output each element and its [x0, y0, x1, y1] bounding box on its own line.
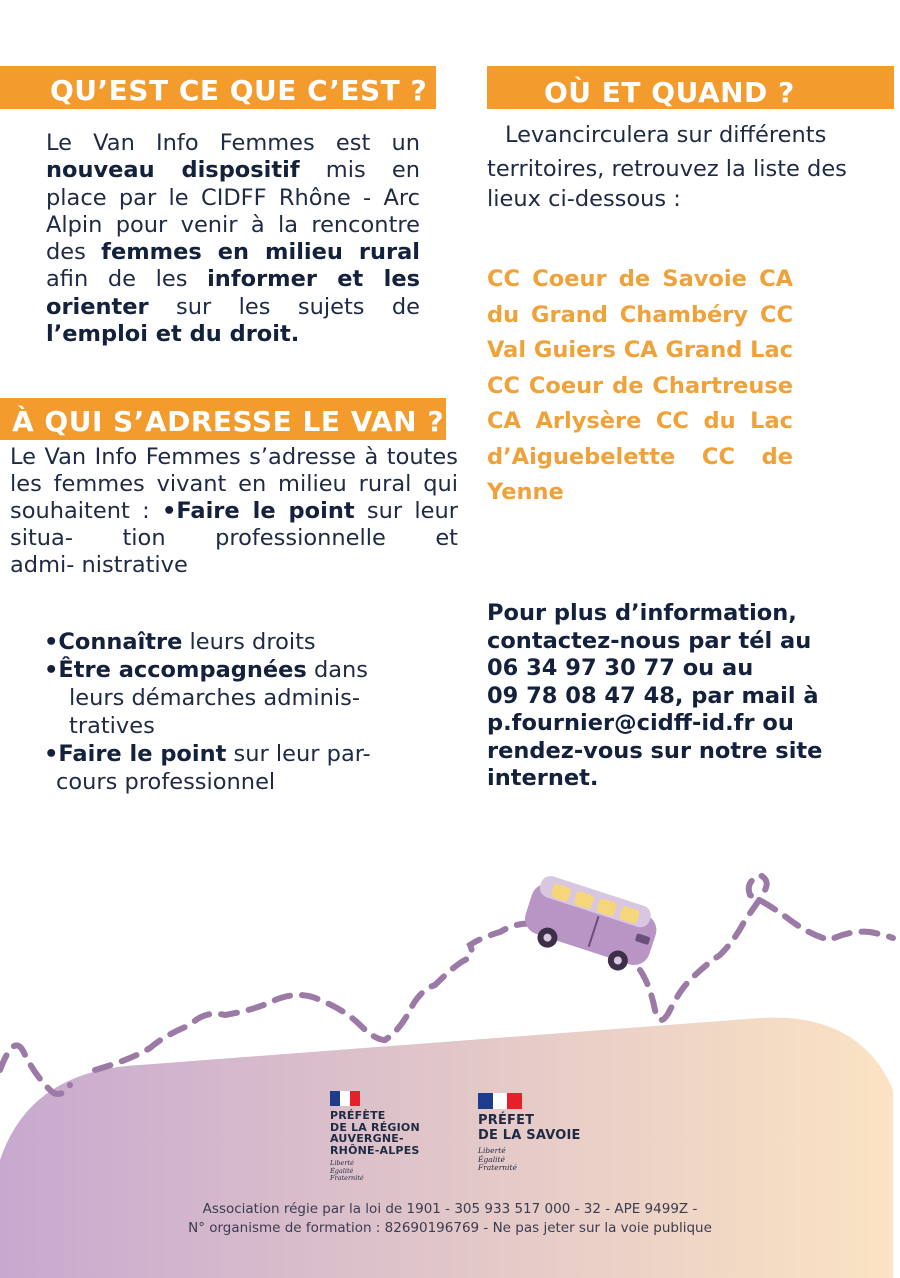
what-text-2: mis en place par le CIDFF Rhône - Arc Alpin pour venir à la rencontre des: [46, 157, 420, 266]
where-line-3: lieux ci-dessous :: [487, 186, 681, 212]
logo-motto: Liberté: [330, 1159, 354, 1167]
french-flag-icon: [330, 1091, 360, 1106]
where-paragraph: [487, 120, 847, 214]
bullet-bold: •Connaître: [44, 629, 183, 655]
places-last: Yenne: [487, 479, 564, 505]
places-list: [487, 262, 793, 511]
section-title-what: QU’EST CE QUE C’EST ?: [0, 66, 436, 109]
contact-block: [487, 600, 887, 793]
what-bold-2: femmes en milieu rural: [101, 239, 420, 266]
logo-motto: Fraternité: [478, 1163, 517, 1172]
what-text-4: sur les sujets de: [148, 293, 420, 320]
contact-line: internet.: [487, 765, 599, 791]
who-bullet-list: [44, 628, 444, 796]
who-paragraph: [10, 444, 458, 579]
logo-prefecture-region: [330, 1091, 420, 1183]
bullet-item: [44, 628, 444, 656]
what-text-3: afin de les: [46, 266, 208, 293]
logo-motto: Égalité: [330, 1166, 354, 1175]
bullet-item: [44, 656, 444, 684]
where-line-2: territoires, retrouvez la liste des: [487, 156, 847, 182]
what-bold-3: informer et les orienter: [46, 266, 420, 320]
logo-motto: Liberté: [478, 1146, 506, 1155]
contact-phone-2: 09 78 08 47 48, par mail à: [487, 682, 819, 709]
bullet-continuation: tratives: [69, 713, 155, 739]
contact-line: rendez-vous sur notre site: [487, 737, 823, 764]
bullet-continuation: cours professionnel: [56, 769, 276, 795]
bullet-item: [44, 740, 444, 768]
who-intro-bold: •Faire le point: [161, 498, 355, 524]
bullet-bold: •Être accompagnées: [44, 657, 307, 683]
places-text: CC Coeur de Savoie CA du Grand Chambéry CC Val Guiers CA Grand Lac CC Coeur de Chartreuse CA Arlysère CC du Lac d’Aiguebelette CC de: [487, 266, 794, 470]
logo-text: PRÉFÈTE: [330, 1109, 386, 1122]
logo-motto: Fraternité: [330, 1174, 364, 1182]
what-bold-last: l’emploi et du droit.: [46, 321, 300, 348]
logo-text: DE LA SAVOIE: [478, 1128, 581, 1143]
bullet-bold: •Faire le point: [44, 741, 227, 767]
bullet-text: leurs droits: [182, 629, 316, 655]
bullet-text: dans: [306, 657, 369, 683]
logo-text: RHÔNE-ALPES: [330, 1143, 420, 1157]
who-intro-rest: sur leur situa- tion professionnelle et: [10, 498, 458, 551]
contact-line: contactez-nous par tél au: [487, 627, 812, 654]
contact-phone-1: 06 34 97 30 77 ou au: [487, 655, 754, 681]
bullet-text: sur leur par-: [226, 741, 371, 767]
footer-line-2: N° organisme de formation : 82690196769 - Ne pas jeter sur la voie publique: [188, 1220, 712, 1236]
contact-email: p.fournier@cidff-id.fr ou: [487, 710, 794, 736]
footer-line-1: Association régie par la loi de 1901 - 305 933 517 000 - 32 - APE 9499Z -: [202, 1201, 698, 1217]
who-intro: Le Van Info Femmes s’adresse à toutes les femmes vivant en milieu rural qui souhaitent :: [10, 444, 458, 524]
logo-text: DE LA RÉGION: [330, 1120, 420, 1134]
french-flag-icon: [478, 1093, 522, 1109]
section-title-where: OÙ ET QUAND ?: [487, 66, 894, 109]
bullet-continuation: leurs démarches adminis-: [69, 685, 361, 711]
van-illustration: [518, 872, 663, 979]
logo-prefet-savoie: [478, 1093, 581, 1173]
who-intro-last: admi- nistrative: [10, 552, 188, 578]
logo-text: AUVERGNE-: [330, 1132, 404, 1145]
where-line-1: Levancirculera sur différents: [505, 122, 827, 148]
section-title-who: À QUI S’ADRESSE LE VAN ?: [0, 398, 446, 440]
logo-motto: Égalité: [478, 1154, 505, 1164]
what-paragraph: [46, 130, 420, 348]
what-bold-1: nouveau dispositif: [46, 157, 300, 184]
what-text-1: Le Van Info Femmes est un: [46, 130, 420, 156]
contact-line: Pour plus d’information,: [487, 600, 797, 626]
footer-legal: [0, 1200, 900, 1238]
logo-text: PRÉFET: [478, 1113, 535, 1128]
